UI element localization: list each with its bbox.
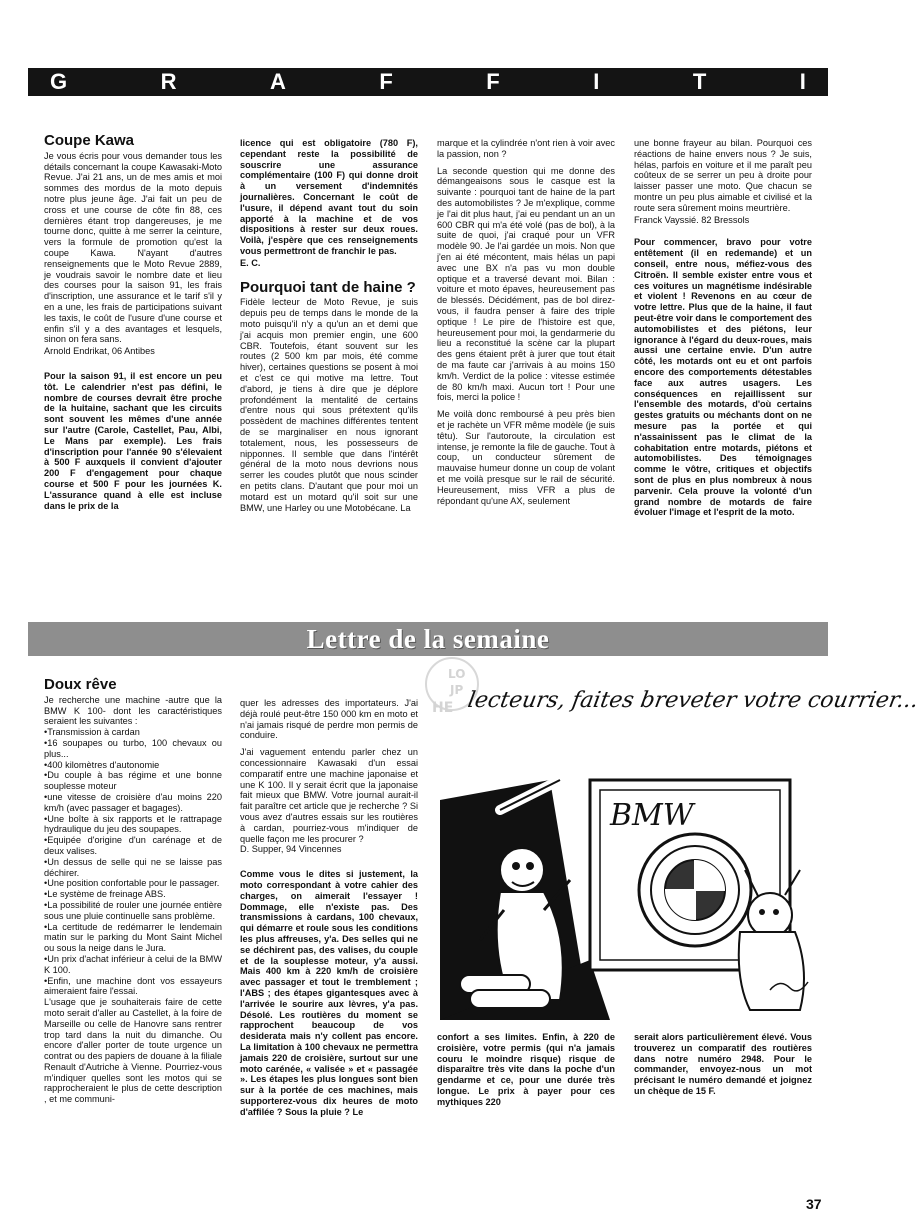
coupe-kawa-signature: Arnold Endrikat, 06 Antibes [44,346,155,357]
bmw-sign-text: BMW [610,798,694,833]
banner-letter: F [379,69,393,94]
haine-reply: Pour commencer, bravo pour votre entêtement (il en redemande) et un conseil, entre nous, méfiez-vous des Citroën. Il semble exister entre vous et ces voitures un magnétisme indésirable et violent ! Revenons en au cœur de votre lettre. Plus que de la haine, il faut peut-être voir dans le comportement des automobilistes et des piétons, leur ignorance à l'égard du deux-roues, mais aussi une certaine envie. D'un autre côté, les motards ont eu et ont parfois encore des comportements détestables face aux autres usagers. Les conséquences en rejaillissent sur l'ensemble des motards, d'où certains gestes gratuits ou méchants dont on ne mesure pas la portée et qui n'assainissent pas le climat de la cohabitation entre motards, piétons et automobilistes. Des témoignages comme le vôtre, critiques et objectifs sont de plus en plus nombreux à nous parvenir. Cela prouve la volonté d'un grand nombre de motards de faire évoluer l'image et l'esprit de la moto. [634,237,812,518]
coupe-kawa-letter: Je vous écris pour vous demander tous les détails concernant la coupe Kawasaki-Moto Revue. J'ai 21 ans, un de mes amis et moi sommes des mordus de la moto depuis notre plus jeune âge. J'ai fait un peu de cross et une course de côte fin 88, ces dernières étant trop dangereuses, je me tourne donc, quitte à me serrer la ceinture, vers la formule de promotion qu'est la coupe Kawa. N'ayant d'autres renseignements que le Moto Revue 2889, je voudrais savoir le nombre date et lieu des courses pour la saison 91, les frais d'inscription, une assurance et le tarif s'il y en a une, les frais de participations suivant les taxis, le coût de l'usure d'une course et enfin s'il y a des avantages et lesquels, sinon on fera sans. [44,150,222,345]
list-item: •Transmission à cardan [44,727,140,738]
list-item: •Un dessus de selle qui ne se laisse pas déchirer. [44,856,222,878]
haine-letter-part3: La seconde question qui me donne des démangeaisons sous le casque est la suivante : pourquoi tant de haine de la part des automobilistes ? Je m'explique, comme je l'ai dit plus haut, j'ai eu pendant un an un 600 CBR qui m'a été volé (pas de bol), à la suite de quoi, j'ai craqué pour un VFR modèle 90. Je l'ai gardée un mois. Non que j'en ai été mécontent, mais hélas un papi avec une BX n'a pas vu mon double optique et a traversé devant moi. Bilan : voiture et moto épaves, heureusement pas de blessés. Décidément, pas de bol direz-vous, il faudra penser à faire des triple optique ! Le pire de l'histoire est que, heureusement pour moi, la gendarmerie du lieu a reconstitué la scène car la plupart des gens étaient prêt à jurer que tout était de ma faute car j'arrivais à au moins 150 km/h. Verdict de la police : vitesse estimée de 80 km/h maxi. Aucun tort ! Pour une fois, merci la police ! [437,165,615,403]
coupe-kawa-title: Coupe Kawa [44,132,135,149]
haine-signature: Franck Vayssié. 82 Bressols [634,214,750,225]
coupe-kawa-reply: Pour la saison 91, il est encore un peu tôt. Le calendrier n'est pas défini, le nombre de courses devrait être proche de la huitaine, sachant que les circuits sont souvent les mêmes d'une année sur l'autre (Carole, Castellet, Pau, Albi, Le Mans par exemple). Les frais d'inscription pour l'année 90 s'élevaient à 500 F auxquels il convient d'ajouter 200 F d'engagement pour chaque course et 500 F pour les journées K. L'assurance quand à elle est incluse dans le prix de la [44,370,222,511]
page-number: 37 [806,1196,822,1212]
doux-reve-title: Doux rêve [44,676,117,693]
banner-letter: G [50,69,68,94]
list-item: •Equipée d'origine d'un carénage et de deux valises. [44,835,222,856]
list-item: •La possibilité de rouler une journée entière sous une pluie continuelle sans problème. [44,899,222,921]
doux-reve-reply-column-three [437,1032,615,1114]
column-two [240,138,418,519]
graffiti-banner [28,68,828,96]
list-item: •une vitesse de croisière d'au moins 220 km/h (avec passager et bagages). [44,791,222,813]
list-item: •Une boîte à six rapports et le rattrapage hydraulique du jeu des soupapes. [44,813,222,835]
banner-letter: I [799,69,806,94]
column-four [634,138,812,524]
haine-letter-part1: Fidèle lecteur de Moto Revue, je suis depuis peu de temps dans le monde de la moto puisqu'il n'y a qu'un an et demi que j'ai acquis mon premier engin, une 600 CBR. Toutefois, étant souvent sur les routes (2 500 km par mois, été comme hiver), certaines questions se posent à moi et c'est ce qui motive ma lettre. Tout d'abord, je tiens à dire que je déplore profondément la mentalité de certains d'entre nous qui sous prétextent qu'ils possèdent de machines différentes tentent de se marginaliser en nous ignorant totalement, nous, les possesseurs de nipponnes. Il semble que dans l'intérêt général de la moto nous devrions nous serrer les coudes plutôt que nous scinder en petits clans. D'autant que pour moi un motard est un motard qu'il soit sur une BMW, une Harley ou une Motobécane. La [240,297,418,513]
cartoon-caption: lecteurs, faites breveter votre courrier... [465,688,920,713]
doux-reve-reply-part3: serait alors particulièrement élevé. Vous trouverez un comparatif des routières dans notre numéro 2948. Pour le commander, envoyez-nous un mot précisant le numéro demandé et joignez un chèque de 15 F. [634,1032,812,1096]
banner-letter: A [269,69,286,94]
list-item: •Du couple à bas régime et une bonne souplesse moteur [44,770,222,792]
haine-title: Pourquoi tant de haine ? [240,278,416,296]
doux-reve-list [44,727,222,997]
column-three [437,138,615,512]
cartoon-illustration [440,720,830,1020]
svg-text:LO: LO [448,667,466,681]
banner-letter: I [593,69,600,94]
doux-reve-intro: Je recherche une machine -autre que la BMW K 100- dont les caractéristiques seraient les suivantes : [44,694,222,727]
list-item: •Le système de freinage ABS. [44,889,166,900]
coupe-kawa-reply-continued: licence qui est obligatoire (780 F), cependant reste la possibilité de souscrire une assurance complémentaire (100 F) qui donne droit à un versement d'indemnités journalières. Concernant le coût de l'usure, il dépend avant tout du soin apporté à la machine et de vos dispositions à rester sur deux roues. Voilà, j'espère que ces renseignements vous permettront de franchir le pas. [240,138,418,256]
list-item: •La certitude de redémarrer le lendemain matin sur le parking du Mont Saint Michel ou sous la neige dans le Jura. [44,921,222,954]
list-item: •Une position confortable pour le passager. [44,878,220,889]
haine-letter-part5: une bonne frayeur au bilan. Pourquoi ces réactions de haine envers nous ? Je suis, hélas, parfois en voiture et il me paraît peu coûteux de se serrer un peu à droite pour laisser passer une moto. Que chacun se montre un peu plus aimable et civilisé et la route sera sûrement moins meurtrière. [634,138,812,213]
svg-text:JP: JP [450,683,464,697]
banner-letter: F [486,69,500,94]
banner-letter: T [692,69,707,94]
coupe-kawa-column [44,132,222,517]
doux-reve-reply-column-four [634,1032,812,1103]
list-item: •400 kilomètres d'autonomie [44,759,160,770]
lettre-banner-title: Lettre de la semaine [306,623,550,654]
doux-reve-signature: D. Supper, 94 Vincennes [240,844,342,855]
doux-reve-column-two [240,698,418,1123]
list-item: •16 soupapes ou turbo, 100 chevaux ou plus... [44,737,222,759]
banner-letter: R [160,69,177,94]
haine-letter-part2: marque et la cylindrée n'ont rien à voir avec la passion, non ? [437,138,615,159]
doux-reve-column [44,676,222,1111]
list-item: •Un prix d'achat inférieur à celui de la BMW K 100. [44,953,222,975]
svg-text:HE: HE [432,700,454,716]
doux-reve-reply: Comme vous le dites si justement, la moto correspondant à votre cahier des charges, on aimerait l'essayer ! Dommage, elle n'existe pas. Des transmissions à cardans, 100 chevaux, qui démarre et roule sous les conditions les plus affreuses, y'a. Des selles qui ne se déchirent pas, des valises, du couple et de la souplesse moteur, y'a aussi. Mais 400 km à 220 km/h de croisière avec passager et tout le tremblement ; l'ABS ; des étapes gigantesques avec à l'arrivée le sourire aux lèvres, y'a pas. Désolé. Les routières du moment se rapprochent beaucoup de vos desiderata mais n'y collent pas encore. La limitation à 100 chevaux ne permettra jamais 220 de croisière, surtout sur une moto carénée, « valisée » et « passagée ». Les étapes les plus longues sont bien sur à la portée de ces machines, mais supporterez-vous dix heures de moto d'affilée ? Sous la pluie ? Le [240,869,418,1117]
coupe-kawa-reply-signature: E. C. [240,257,261,268]
doux-reve-letter-col2b: J'ai vaguement entendu parler chez un concessionnaire Kawasaki d'un essai comparatif entre une machine japonaise et une K 100. Il y serait écrit que la japonaise fait mieux que BMW. Votre journal aurait-il fait paraître cet article que je recherche ? Si vous avez d'autres essais sur les routières à cardan, pourriez-vous m'indiquer de quelle façon me les procurer ? [240,747,418,844]
doux-reve-reply-part2: confort a ses limites. Enfin, à 220 de croisière, votre permis (qui n'a jamais couru le moindre risque) risque de disparaître très vite dans la poche d'un gendarme et ce, pour une durée très longue. Le prix à payer pour ces mythiques 220 [437,1032,615,1107]
doux-reve-letter-col2: quer les adresses des importateurs. J'ai déjà roulé peut-être 150 000 km en moto et n'ai jamais risqué de perdre mon permis de conduire. [240,698,418,741]
doux-reve-letter-end: L'usage que je souhaiterais faire de cette moto serait d'aller au Castellet, à la foire de Marseille ou celle de Hanovre sans rentrer trop tard dans la nuit du dimanche. Ou encore d'aller porter de toute urgence un contrat ou des papiers de douane à la filiale Renault d'Autriche à Vienne. Pourriez-vous m'indiquer quelles sont les motos qui se rapprocheraient le plus de cette description , et me communi- [44,997,222,1105]
haine-letter-part4: Me voilà donc remboursé à peu près bien et je rachète un VFR même modèle (je suis têtu). Sur l'autoroute, la circulation est intense, je remonte la file de gauche. Tout à coup, un conducteur sûrement de mauvaise humeur donne un coup de volant et me voilà presque sur le rail de sécurité. Heureusement, miss VFR a plus de répondant qu'une AX, seulement [437,409,615,506]
list-item: •Enfin, une machine dont vos essayeurs aimeraient faire l'essai. [44,975,222,997]
